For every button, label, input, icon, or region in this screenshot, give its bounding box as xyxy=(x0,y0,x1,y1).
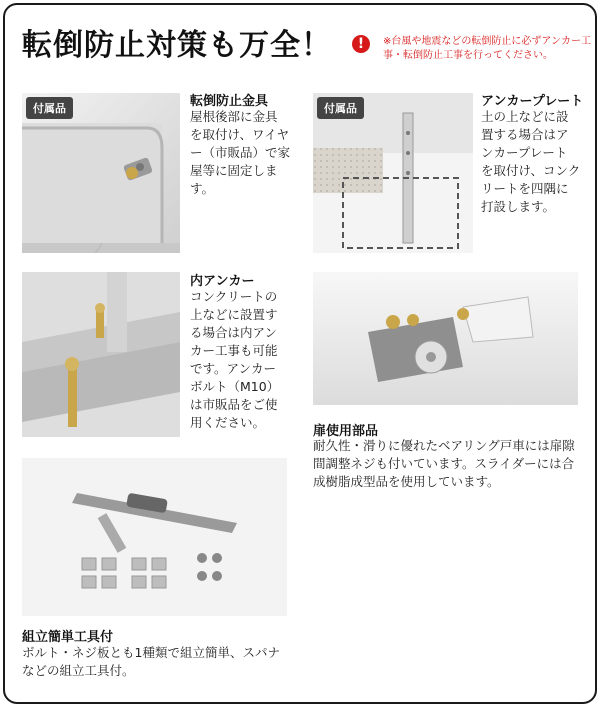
anchor-plate-text: 土の上などに設 置する場合はア ンカープレート を取付け、コンク リートを四隅に 打設します。 xyxy=(481,109,581,214)
tentou-tag: 付属品 xyxy=(26,97,73,119)
tentou-heading: 転倒防止金具 xyxy=(190,94,269,109)
page-title: 転倒防止対策も万全！ xyxy=(22,28,332,63)
tools-image xyxy=(22,458,287,616)
warning-icon: ! xyxy=(352,35,370,53)
tentou-photo xyxy=(22,93,180,253)
door-parts-heading: 扉使用部品 xyxy=(313,424,379,439)
inner-anchor-image xyxy=(22,272,180,437)
tools-photo xyxy=(22,458,287,616)
inner-anchor-heading: 内アンカー xyxy=(190,274,255,289)
door-parts-text: 耐久性・滑りに優れたベアリング戸車には扉隙 間調整ネジも付いています。スライダーには合 成樹脂成型品を使用しています。 xyxy=(313,438,575,489)
anchor-plate-heading: アンカープレート xyxy=(481,94,584,109)
anchor-plate-photo xyxy=(313,93,473,253)
warning-text: ※台風や地震などの転倒防止に必ずアンカー工事・転倒防止工事を行ってください。 xyxy=(383,36,591,61)
inner-anchor-text: コンクリートの 上などに設置す る場合は内アン カー工事も可能 です。アンカー ボルト（M10） は市販品をご使 用ください。 xyxy=(190,289,280,430)
tentou-text: 屋根後部に金具 を取付け、ワイヤ ー（市販品）で家 屋等に固定しま す。 xyxy=(190,109,291,196)
anchor-plate-tag: 付属品 xyxy=(317,97,364,119)
tools-heading: 組立簡単工具付 xyxy=(22,630,114,645)
door-parts-image xyxy=(313,272,578,405)
inner-anchor-photo xyxy=(22,272,180,437)
tools-text: ボルト・ネジ板とも1種類で組立簡単、スパナ などの組立工具付。 xyxy=(22,645,280,678)
door-parts-photo xyxy=(313,272,578,405)
